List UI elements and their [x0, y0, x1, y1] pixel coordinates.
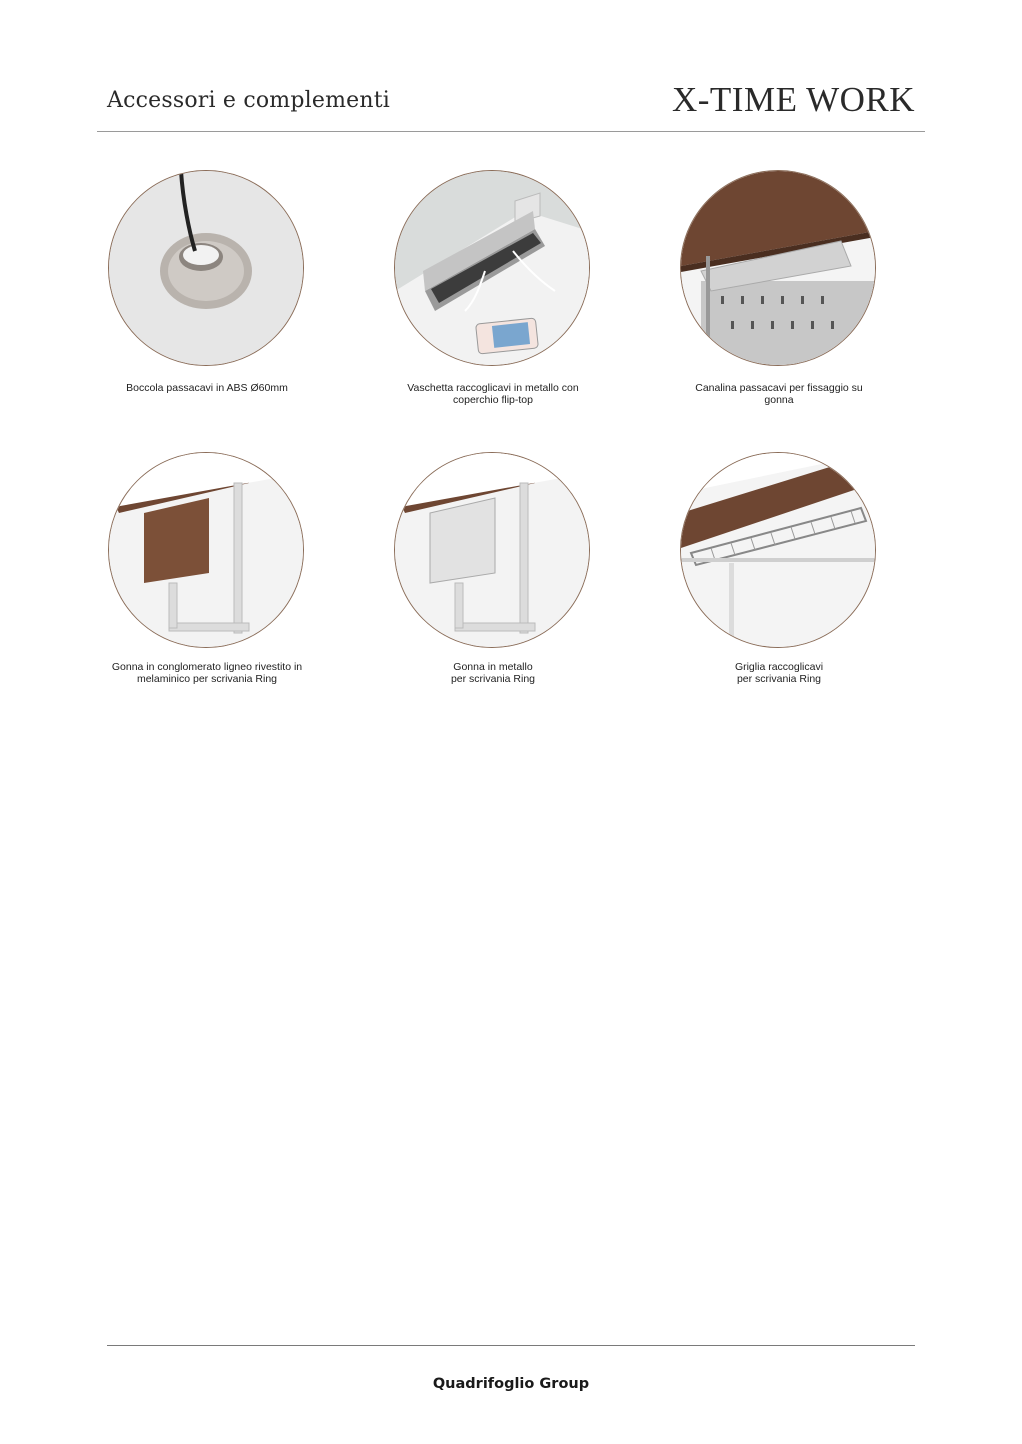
item-caption: Vaschetta raccoglicavi in metallo con coperchio flip-top: [407, 382, 579, 406]
footer-divider: [107, 1345, 915, 1346]
cable-tray-photo-icon: [680, 170, 876, 366]
footer-company: Quadrifoglio Group: [432, 1376, 590, 1392]
brand-title: X-TIME WORK: [671, 80, 915, 119]
item-caption: Gonna in metallo per scrivania Ring: [450, 661, 536, 685]
cable-basket-photo-icon: [680, 452, 876, 648]
flip-top-box-photo-icon: [394, 170, 590, 366]
header-divider: [97, 131, 925, 132]
item-caption: Boccola passacavi in ABS Ø60mm: [126, 382, 288, 394]
item-caption: Griglia raccoglicavi per scrivania Ring: [734, 661, 824, 685]
metal-modesty-panel-photo-icon: [394, 452, 590, 648]
wood-modesty-panel-photo-icon: [108, 452, 304, 648]
item-caption: Canalina passacavi per fissaggio su gonna: [695, 382, 863, 406]
item-caption: Gonna in conglomerato ligneo rivestito in melaminico per scrivania Ring: [111, 661, 303, 685]
section-title: Accessori e complementi: [107, 88, 391, 113]
grommet-photo-icon: [108, 170, 304, 366]
